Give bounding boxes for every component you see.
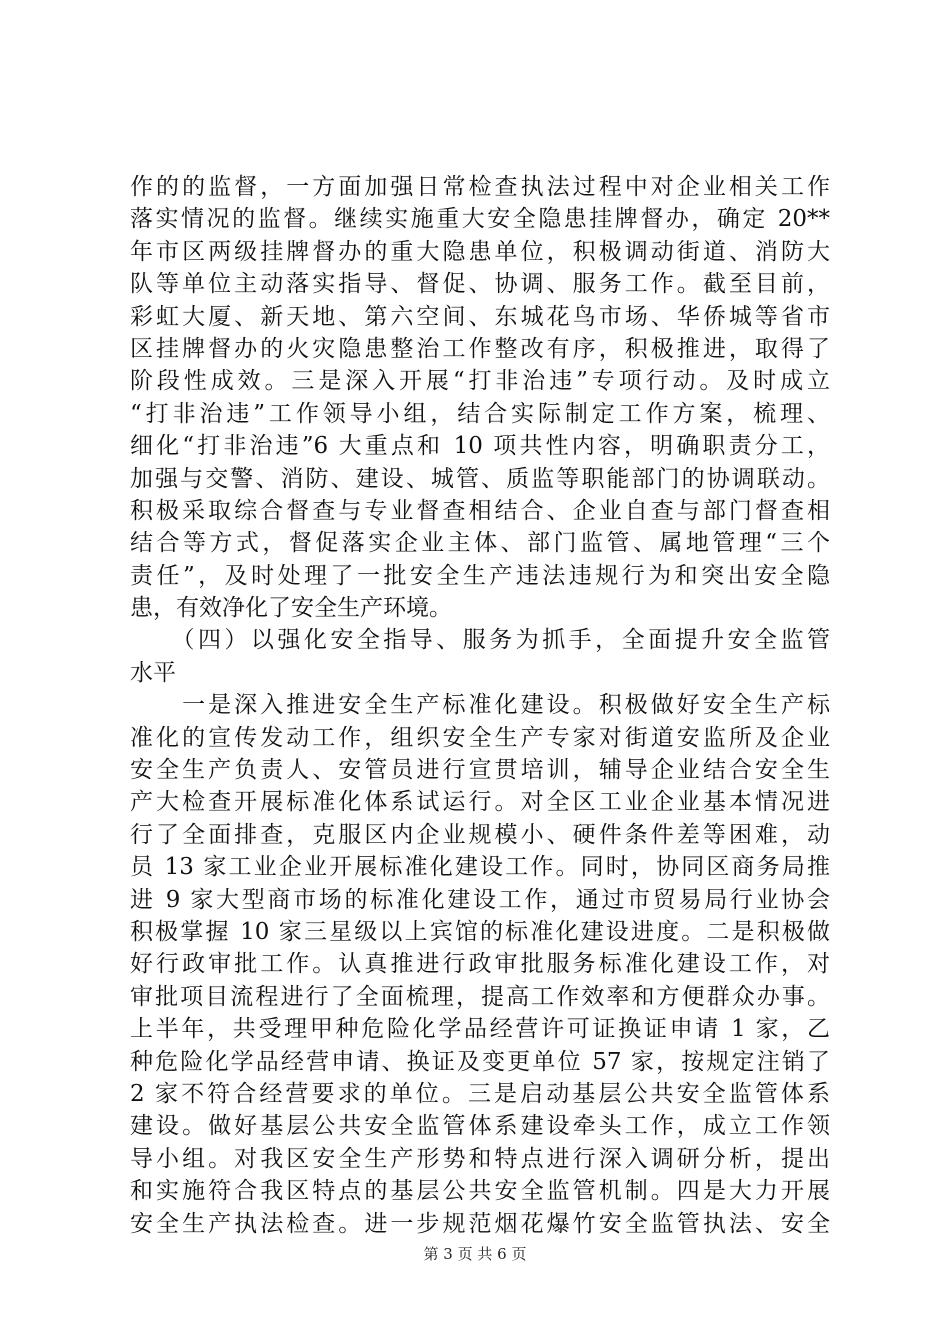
text-line: 行了全面排查，克服区内企业规模小、硬件条件差等困难，动: [130, 821, 830, 848]
text-line: 患，有效净化了安全生产环境。: [130, 595, 452, 622]
text-line: 积极采取综合督查与专业督查相结合、企业自查与部门督查相: [130, 497, 830, 524]
text-line: 落实情况的监督。继续实施重大安全隐患挂牌督办，确定 20**: [130, 206, 830, 233]
text-line: “打非治违”工作领导小组，结合实际制定工作方案，梳理、: [130, 400, 830, 427]
text-line: 彩虹大厦、新天地、第六空间、东城花鸟市场、华侨城等省市: [130, 303, 830, 330]
text-line: 员 13 家工业企业开展标准化建设工作。同时，协同区商务局推: [130, 854, 830, 881]
text-line: 安全生产负责人、安管员进行宣贯培训，辅导企业结合安全生: [130, 757, 830, 784]
text-line: 作的的监督，一方面加强日常检查执法过程中对企业相关工作: [130, 174, 830, 200]
text-line: 种危险化学品经营申请、换证及变更单位 57 家，按规定注销了: [130, 1048, 830, 1075]
document-body: [130, 171, 830, 1240]
section-heading-line: 水平: [130, 659, 176, 686]
page-number: 第 3 页 共 6 页: [423, 1245, 527, 1263]
text-line: 一是深入推进安全生产标准化建设。积极做好安全生产标: [130, 692, 830, 719]
text-line: 细化“打非治违”6 大重点和 10 项共性内容，明确职责分工，: [130, 433, 830, 460]
text-line: 加强与交警、消防、建设、城管、质监等职能部门的协调联动。: [130, 465, 830, 492]
page-footer: [0, 1244, 950, 1264]
text-line: 积极掌握 10 家三星级以上宾馆的标准化建设进度。二是积极做: [130, 918, 830, 945]
text-line: 好行政审批工作。认真推进行政审批服务标准化建设工作，对: [130, 951, 830, 978]
text-line: 进 9 家大型商市场的标准化建设工作，通过市贸易局行业协会: [130, 886, 830, 913]
text-line: 审批项目流程进行了全面梳理，提高工作效率和方便群众办事。: [130, 983, 830, 1010]
text-line: 建设。做好基层公共安全监管体系建设牵头工作，成立工作领: [130, 1113, 830, 1140]
text-line: 准化的宣传发动工作，组织安全生产专家对街道安监所及企业: [130, 724, 830, 751]
text-line: 2 家不符合经营要求的单位。三是启动基层公共安全监管体系: [130, 1080, 830, 1107]
text-line: 阶段性成效。三是深入开展“打非治违”专项行动。及时成立: [130, 368, 830, 395]
text-line: 上半年，共受理甲种危险化学品经营许可证换证申请 1 家，乙: [130, 1016, 830, 1043]
text-line: 区挂牌督办的火灾隐患整治工作整改有序，积极推进，取得了: [130, 335, 830, 362]
text-line: 队等单位主动落实指导、督促、协调、服务工作。截至目前，: [130, 271, 830, 298]
section-heading-line: （四）以强化安全指导、服务为抓手，全面提升安全监管: [130, 627, 830, 654]
text-line: 安全生产执法检查。进一步规范烟花爆竹安全监管执法、安全: [130, 1210, 830, 1237]
text-line: 结合等方式，督促落实企业主体、部门监管、属地管理“三个: [130, 530, 830, 557]
text-line: 产大检查开展标准化体系试运行。对全区工业企业基本情况进: [130, 789, 830, 816]
text-line: 导小组。对我区安全生产形势和特点进行深入调研分析，提出: [130, 1145, 830, 1172]
text-line: 和实施符合我区特点的基层公共安全监管机制。四是大力开展: [130, 1178, 830, 1205]
text-line: 责任”，及时处理了一批安全生产违法违规行为和突出安全隐: [130, 562, 830, 589]
text-line: 年市区两级挂牌督办的重大隐患单位，积极调动街道、消防大: [130, 238, 830, 265]
